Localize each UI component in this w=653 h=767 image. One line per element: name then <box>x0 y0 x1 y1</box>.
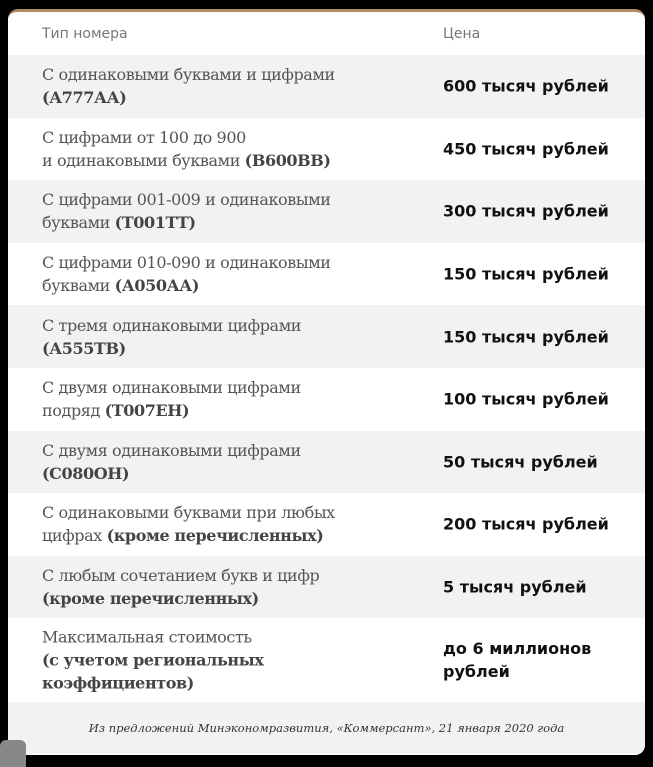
source-note: Из предложений Минэкономразвития, «Коммерсант», 21 января 2020 года <box>8 702 645 754</box>
type-text-2: буквами <box>42 213 115 233</box>
price: 150 тысяч рублей <box>443 327 609 347</box>
type-text: С цифрами от 100 до 900 <box>42 127 246 147</box>
plate-example: (кроме перечисленных) <box>106 526 324 546</box>
plate-type <box>42 63 382 109</box>
plate-type <box>42 314 382 360</box>
type-text: С цифрами 001-009 и одинаковыми <box>42 190 331 210</box>
header-type: Тип номера <box>42 25 128 42</box>
price: 5 тысяч рублей <box>443 577 587 597</box>
header-price: Цена <box>443 25 481 42</box>
type-text-2: подряд <box>42 401 105 421</box>
plate-example: (А777АА) <box>42 88 127 108</box>
plate-example: (Т001ТТ) <box>114 213 196 233</box>
plate-example: (кроме перечисленных) <box>42 589 259 609</box>
table-row <box>8 305 645 368</box>
price: 300 тысяч рублей <box>443 201 609 221</box>
type-text: С цифрами 010-090 и одинаковыми <box>42 253 331 273</box>
table-row <box>8 243 645 306</box>
table-row <box>8 431 645 494</box>
type-text: С двумя одинаковыми цифрами <box>42 378 301 398</box>
plate-type <box>42 251 382 297</box>
plate-type <box>42 439 382 485</box>
type-text-2: буквами <box>42 276 115 296</box>
price: 100 тысяч рублей <box>443 389 609 409</box>
plate-type <box>42 376 382 422</box>
type-text: Максимальная стоимость <box>42 627 252 647</box>
plate-type <box>42 188 382 234</box>
price: 600 тысяч рублей <box>443 76 609 96</box>
plate-type <box>42 626 382 695</box>
table-row <box>8 556 645 619</box>
plate-type <box>42 501 382 547</box>
type-text: С любым сочетанием букв и цифр <box>42 566 320 586</box>
price: 150 тысяч рублей <box>443 264 609 284</box>
type-text-2: цифрах <box>42 526 107 546</box>
plate-example: (С080ОН) <box>42 463 130 483</box>
table-row <box>8 55 645 118</box>
price: 450 тысяч рублей <box>443 139 609 159</box>
plate-example: (А050АА) <box>114 276 200 296</box>
price: 200 тысяч рублей <box>443 514 609 534</box>
table-row <box>8 368 645 431</box>
price: до 6 миллионов рублей <box>443 639 592 682</box>
plate-example: (В600ВВ) <box>244 150 331 170</box>
type-text: С одинаковыми буквами при любых <box>42 503 335 523</box>
type-text-2: и одинаковыми буквами <box>42 150 245 170</box>
price: 50 тысяч рублей <box>443 452 598 472</box>
table-row <box>8 118 645 181</box>
plate-example: (А555ТВ) <box>42 338 126 358</box>
table-row <box>8 493 645 556</box>
plate-example: (с учетом региональных коэффициентов) <box>42 650 264 693</box>
type-text: С одинаковыми буквами и цифрами <box>42 65 335 85</box>
plate-type <box>42 564 382 610</box>
table-header <box>8 12 645 55</box>
plate-type <box>42 126 382 172</box>
table-row <box>8 180 645 243</box>
type-text: С тремя одинаковыми цифрами <box>42 315 302 335</box>
price-table <box>8 9 645 755</box>
corner-widget[interactable] <box>0 740 26 767</box>
table-row <box>8 618 645 702</box>
plate-example: (Т007ЕН) <box>104 401 190 421</box>
type-text: С двумя одинаковыми цифрами <box>42 440 301 460</box>
